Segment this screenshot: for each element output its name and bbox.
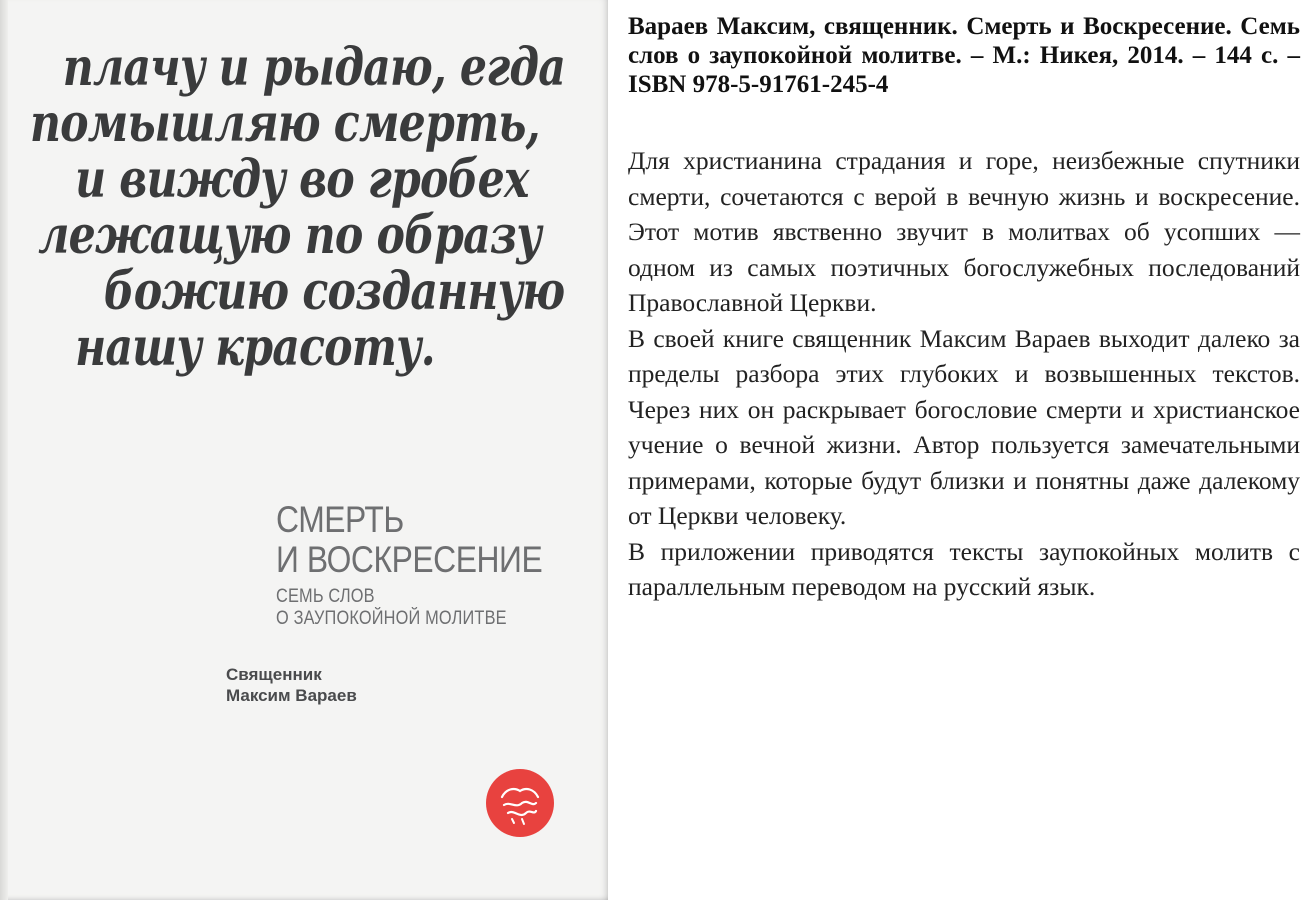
calligraphy-line: нашу красоту. — [75, 317, 435, 378]
cover-subtitle-line: О ЗАУПОКОЙНОЙ МОЛИТВЕ — [276, 608, 507, 629]
description-paragraph: В приложении приводятся тексты заупокойных молитв с параллельным переводом на русский язык. — [628, 536, 1300, 601]
description-paragraph: В своей книге священник Максим Вараев выходит далеко за пределы разбора этих глубоких и возвышенных текстов. Через них он раскрывает богословие смерти и христианское учение о вечной жизни. Автор пользуется замечательными примерами, которые будут близки и понятны даже далекому от Церкви человеку. — [628, 323, 1300, 530]
publisher-logo — [486, 769, 554, 837]
description-paragraph: Для христианина страдания и горе, неизбежные спутники смерти, сочетаются с верой в вечную жизнь и воскресение. Этот мотив явственно звучит в молитвах об усопших — одном из самых поэтичных богослужебных последований Православной Церкви. — [628, 146, 1300, 317]
cover-author — [226, 664, 357, 706]
calligraphy-line: лежащую по образу — [38, 205, 542, 266]
book-cover — [0, 0, 608, 900]
cover-calligraphy — [30, 37, 590, 378]
calligraphy-line: и вижду во гробех — [75, 149, 529, 210]
bibliographic-heading: Вараев Максим, священник. Смерть и Воскресение. Семь слов о заупокойной молитве. – М.: Никея, 2014. – 144 с. – ISBN 978-5-91761-245-4 — [628, 13, 1300, 98]
calligraphy-line: помышляю смерть, — [30, 93, 540, 154]
book-description — [628, 12, 1300, 605]
calligraphy-line: божию созданную — [103, 261, 565, 322]
cover-spine-edge — [0, 0, 8, 900]
calligraphy-line: плачу и рыдаю, егда — [62, 37, 566, 98]
cover-title-line: И ВОСКРЕСЕНИЕ — [276, 539, 543, 580]
cover-title-line: СМЕРТЬ — [276, 499, 404, 540]
cover-title-block — [276, 500, 586, 630]
publisher-logo-icon — [492, 775, 548, 831]
cover-author-line: Максим Вараев — [226, 686, 357, 705]
cover-subtitle-line: СЕМЬ СЛОВ — [276, 586, 375, 607]
cover-author-line: Священник — [226, 665, 322, 684]
